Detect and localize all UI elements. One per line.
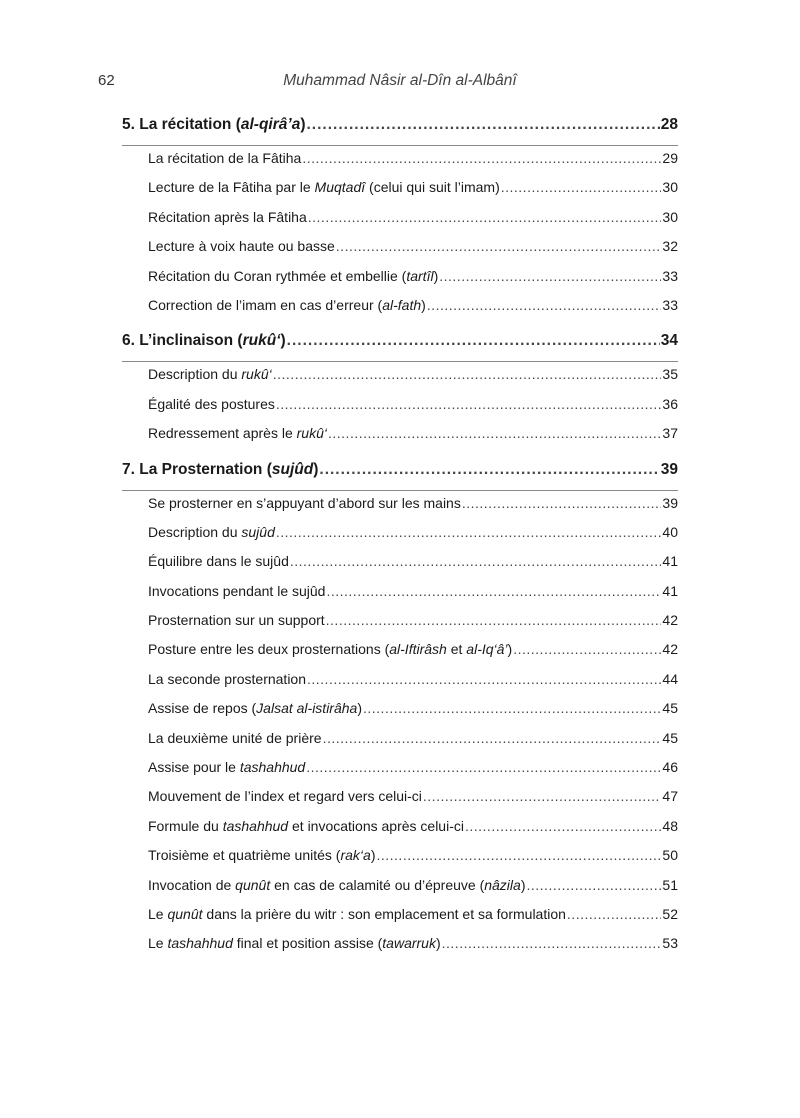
toc-page-number: 40 <box>662 523 678 540</box>
toc-page-number: 30 <box>662 208 678 225</box>
toc-title-text: Description du <box>148 366 242 383</box>
toc-title-text: Le <box>148 935 168 952</box>
toc-page-number: 53 <box>662 935 678 952</box>
toc-title-text: Assise pour le <box>148 759 240 776</box>
toc-page-number: 37 <box>662 425 678 442</box>
toc-title <box>148 877 526 893</box>
toc-page-number: 44 <box>662 670 678 687</box>
dot-leader <box>567 906 662 922</box>
toc-title-text: Récitation du Coran rythmée et embellie ( <box>148 267 407 284</box>
dot-leader <box>290 553 662 569</box>
toc-title-text: (celui qui suit l’imam) <box>365 179 500 196</box>
toc-title-text: ) <box>421 296 426 313</box>
dot-leader <box>326 583 661 599</box>
toc-title-text: et <box>446 641 467 658</box>
toc-title-text: Formule du <box>148 817 223 834</box>
toc-entry <box>122 818 678 847</box>
toc-title-text: Redressement après le <box>148 425 297 442</box>
toc-page-number: 28 <box>660 116 678 133</box>
dot-leader <box>302 150 661 166</box>
dot-leader <box>308 209 662 225</box>
toc-entry <box>122 553 678 582</box>
toc-title-text: ) <box>520 876 526 893</box>
toc-title <box>148 847 375 863</box>
dot-leader <box>306 759 661 775</box>
toc-page-number: 33 <box>662 267 678 284</box>
toc-title <box>148 297 426 313</box>
toc-title-text: en cas de calamité ou d’épreuve ( <box>270 876 485 893</box>
toc-entry <box>122 179 678 208</box>
toc-page-number: 46 <box>662 759 678 776</box>
toc-page-number: 39 <box>660 460 678 478</box>
toc-page-number: 41 <box>662 582 678 599</box>
toc-page-number: 51 <box>662 876 678 893</box>
dot-leader <box>439 268 661 284</box>
toc-title-italic: sujûd <box>271 460 314 478</box>
toc-title-italic: rukû‘ <box>296 425 327 442</box>
dot-leader <box>376 847 661 863</box>
toc-entry <box>122 788 678 817</box>
toc-page-number: 42 <box>662 641 678 658</box>
toc-title-italic: rukû‘ <box>242 332 281 350</box>
toc-title-italic: al-qirâ’a <box>240 116 301 133</box>
toc-title-italic: Jalsat al-istirâha <box>256 700 358 717</box>
toc-title <box>148 906 566 922</box>
toc-page-number: 42 <box>662 612 678 629</box>
toc-title <box>148 671 306 687</box>
toc-page-number: 32 <box>662 238 678 255</box>
toc-title <box>148 524 275 540</box>
toc-title <box>148 818 464 834</box>
toc-entry <box>122 671 678 700</box>
toc-title <box>148 268 438 284</box>
toc-title-text: Récitation après la Fâtiha <box>148 208 307 225</box>
toc-title-italic: tartîl <box>406 267 434 284</box>
toc-title <box>148 179 500 195</box>
toc-title-text: Invocations pendant le sujûd <box>148 582 326 599</box>
toc-title-italic: qunût <box>235 876 271 893</box>
toc-title-italic: al-fath <box>382 296 422 313</box>
toc-title-italic: rukû‘ <box>241 366 272 383</box>
toc-entry <box>122 238 678 267</box>
toc-page-number: 34 <box>660 332 678 350</box>
toc-entry <box>122 425 678 454</box>
dot-leader <box>307 116 660 134</box>
toc-entry <box>122 641 678 670</box>
toc-section-heading <box>122 459 678 491</box>
toc-title <box>148 759 305 775</box>
toc-title-text: Lecture de la Fâtiha par le <box>148 179 315 196</box>
toc-page-number: 52 <box>662 905 678 922</box>
toc-page-number: 48 <box>662 817 678 834</box>
toc-entry <box>122 150 678 179</box>
running-title: Muhammad Nâsir al-Dîn al-Albânî <box>283 72 517 89</box>
toc-title-text: La seconde prosternation <box>148 670 306 687</box>
toc-title-text: ) <box>435 935 441 952</box>
toc-title-italic: tashahhud <box>239 759 306 776</box>
page-number: 62 <box>98 72 115 89</box>
toc-page-number: 45 <box>662 729 678 746</box>
toc-entry <box>122 935 678 964</box>
toc-title <box>148 238 335 254</box>
toc-title-text: Équilibre dans le sujûd <box>148 553 289 570</box>
toc-title-text: Posture entre les deux prosternations ( <box>148 641 390 658</box>
toc-title-text: ) <box>507 641 513 658</box>
toc-title <box>148 641 512 657</box>
dot-leader <box>328 425 661 441</box>
dot-leader <box>326 612 662 628</box>
toc-title-text: 6. L’inclinaison ( <box>122 332 243 350</box>
toc-page-number: 47 <box>662 788 678 805</box>
toc-title-text: 5. La récitation ( <box>122 116 241 133</box>
toc-title-italic: nâzila <box>484 876 521 893</box>
toc-title-text: ) <box>313 460 319 478</box>
toc-entry <box>122 396 678 425</box>
toc-title-italic: sujûd <box>241 523 275 540</box>
toc-title-text: La récitation de la Fâtiha <box>148 150 302 166</box>
dot-leader <box>287 332 660 350</box>
toc-title-text: Troisième et quatrième unités ( <box>148 847 341 864</box>
dot-leader <box>427 297 662 313</box>
toc-entry <box>122 612 678 641</box>
toc-title <box>148 209 307 225</box>
toc-page-number: 29 <box>662 150 678 166</box>
dot-leader <box>273 366 662 382</box>
toc-entry <box>122 906 678 935</box>
toc-title-italic: qunût <box>167 905 203 922</box>
toc-title <box>148 612 325 628</box>
toc-title <box>148 788 422 804</box>
toc-title <box>122 116 306 134</box>
toc-title <box>148 425 327 441</box>
toc-title-text: La deuxième unité de prière <box>148 729 322 746</box>
dot-leader <box>513 641 661 657</box>
toc-title-text: Invocation de <box>148 876 236 893</box>
toc-entry <box>122 730 678 759</box>
dot-leader <box>323 730 662 746</box>
toc-title-text: ) <box>370 847 376 864</box>
table-of-contents <box>122 114 678 965</box>
toc-title-text: Mouvement de l’index et regard vers celui-ci <box>148 788 422 805</box>
toc-title-italic: al-Iq‘â’ <box>466 641 508 658</box>
toc-page-number: 39 <box>662 494 678 511</box>
toc-title-text: ) <box>357 700 362 717</box>
dot-leader <box>319 461 659 479</box>
toc-title-text: Lecture à voix haute ou basse <box>148 238 335 255</box>
toc-title-text: final et position assise ( <box>232 935 383 952</box>
toc-title <box>122 461 318 479</box>
toc-title <box>148 396 275 412</box>
toc-entry <box>122 209 678 238</box>
toc-title <box>148 935 441 951</box>
toc-title-text: Prosternation sur un support <box>148 612 325 629</box>
dot-leader <box>276 396 662 412</box>
toc-entry <box>122 583 678 612</box>
toc-title-text: Description du <box>148 523 242 540</box>
toc-entry <box>122 297 678 326</box>
toc-entry <box>122 495 678 524</box>
dot-leader <box>423 788 662 804</box>
toc-entry <box>122 877 678 906</box>
toc-title <box>148 730 322 746</box>
dot-leader <box>442 935 662 951</box>
toc-title-italic: rak‘a <box>340 847 371 864</box>
toc-title <box>148 583 325 599</box>
toc-page-number: 30 <box>662 179 678 196</box>
toc-title <box>148 150 301 166</box>
toc-title-text: Se prosterner en s’appuyant d’abord sur les mains <box>148 494 461 511</box>
toc-title <box>148 366 272 382</box>
toc-page-number: 41 <box>662 553 678 570</box>
toc-title-italic: tashahhud <box>167 935 233 952</box>
toc-title-text: 7. La Prosternation ( <box>122 460 272 478</box>
toc-page-number: 33 <box>662 296 678 313</box>
dot-leader <box>363 700 661 716</box>
dot-leader <box>462 495 662 511</box>
toc-title-text: Le <box>148 905 168 922</box>
toc-title <box>148 700 362 716</box>
dot-leader <box>276 524 662 540</box>
toc-title-italic: tawarruk <box>382 935 436 952</box>
dot-leader <box>307 671 661 687</box>
toc-title-text: ) <box>280 332 286 350</box>
toc-page-number: 50 <box>662 847 678 864</box>
toc-entry <box>122 524 678 553</box>
page-header <box>0 72 800 96</box>
toc-title-text: ) <box>433 267 439 284</box>
toc-page-number: 45 <box>662 700 678 717</box>
toc-page-number: 36 <box>662 395 678 412</box>
toc-entry <box>122 759 678 788</box>
toc-entry <box>122 366 678 395</box>
toc-title-text: Assise de repos ( <box>148 700 257 717</box>
toc-title-text: dans la prière du witr : son emplacement et sa formulation <box>202 905 566 922</box>
toc-title-italic: Muqtadî <box>314 179 366 196</box>
dot-leader <box>336 238 662 254</box>
toc-page-number: 35 <box>662 366 678 383</box>
toc-section-heading <box>122 330 678 362</box>
dot-leader <box>527 877 662 893</box>
toc-entry <box>122 268 678 297</box>
toc-title <box>122 332 286 350</box>
dot-leader <box>465 818 661 834</box>
toc-title-text: et invocations après celui-ci <box>288 817 464 834</box>
dot-leader <box>501 179 662 195</box>
toc-title <box>148 495 461 511</box>
toc-entry <box>122 847 678 876</box>
toc-section-heading <box>122 114 678 146</box>
toc-title-text: Égalité des postures <box>148 395 275 412</box>
toc-title-italic: al-Iftirâsh <box>389 641 447 658</box>
toc-entry <box>122 700 678 729</box>
toc-title-italic: tashahhud <box>222 817 289 834</box>
toc-title-text: ) <box>300 116 306 133</box>
toc-title-text: Correction de l’imam en cas d’erreur ( <box>148 296 383 313</box>
toc-title <box>148 553 289 569</box>
